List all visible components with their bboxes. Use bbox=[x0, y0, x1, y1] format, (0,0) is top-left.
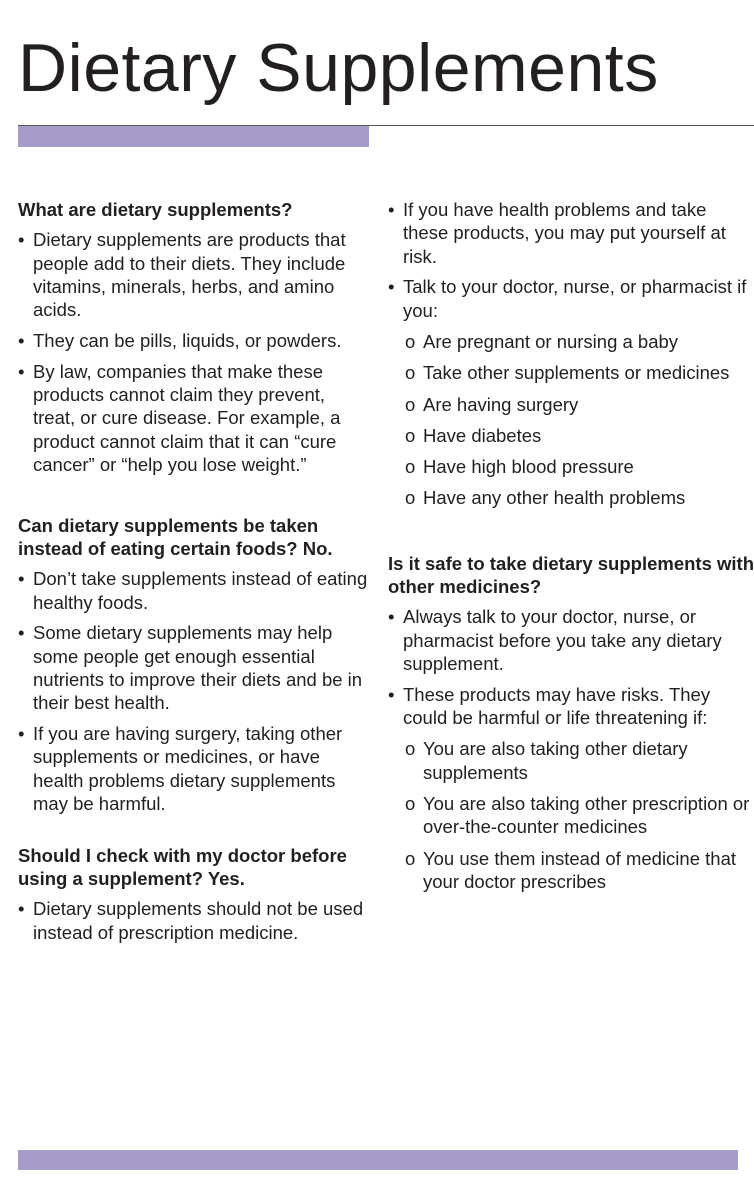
bullet-item: • Some dietary supplements may help some people get enough essential nutrients to improve their diets and be in their best health. bbox=[18, 621, 370, 714]
bullet-item: • If you are having surgery, taking other supplements or medicines, or have health problems dietary supplements may be harmful. bbox=[18, 722, 370, 815]
sub-list bbox=[403, 737, 754, 893]
section-heading: Should I check with my doctor before using a supplement? Yes. bbox=[18, 844, 347, 890]
bullet-text: Talk to your doctor, nurse, or pharmacist if you: bbox=[403, 276, 747, 321]
sub-item: o Have diabetes bbox=[403, 424, 754, 447]
sub-item: o Are pregnant or nursing a baby bbox=[403, 330, 754, 353]
section-heading: Can dietary supplements be taken instead of eating certain foods? No. bbox=[18, 514, 333, 560]
bullet-item: • Don’t take supplements instead of eating healthy foods. bbox=[18, 567, 370, 614]
bullet-item: • Dietary supplements should not be used instead of prescription medicine. bbox=[18, 897, 370, 944]
bullet-item-with-sublist bbox=[388, 275, 754, 509]
page-title: Dietary Supplements bbox=[18, 30, 659, 106]
accent-bar-bottom bbox=[18, 1150, 738, 1170]
sub-item: o Have any other health problems bbox=[403, 486, 754, 509]
bullet-item: • Always talk to your doctor, nurse, or pharmacist before you take any dietary supplement. bbox=[388, 605, 754, 675]
bullet-list bbox=[18, 228, 370, 476]
section-check-with-doctor bbox=[18, 844, 370, 944]
section-instead-of-foods bbox=[18, 514, 370, 816]
bullet-item: • They can be pills, liquids, or powders. bbox=[18, 329, 370, 352]
bullet-text: These products may have risks. They could be harmful or life threatening if: bbox=[403, 683, 711, 729]
sub-item: o You use them instead of medicine that your doctor prescribes bbox=[403, 847, 754, 894]
section-safe-with-medicines bbox=[388, 552, 754, 893]
section-heading: Is it safe to take dietary supplements with other medicines? bbox=[388, 552, 754, 598]
right-column bbox=[388, 198, 754, 901]
left-column bbox=[18, 198, 370, 952]
sub-item: o You are also taking other prescription or over-the-counter medicines bbox=[403, 792, 754, 839]
bullet-item: • If you have health problems and take these products, you may put yourself at risk. bbox=[388, 198, 754, 268]
bullet-list bbox=[18, 567, 370, 815]
bullet-list bbox=[388, 198, 754, 510]
sub-item: o Are having surgery bbox=[403, 393, 754, 416]
accent-bar-top bbox=[18, 126, 369, 147]
sub-item: o You are also taking other dietary supplements bbox=[403, 737, 754, 784]
bullet-item: • By law, companies that make these products cannot claim they prevent, treat, or cure disease. For example, a product cannot claim that it can “cure cancer” or “help you lose weight.” bbox=[18, 360, 370, 476]
sub-list bbox=[403, 330, 754, 510]
bullet-list bbox=[18, 897, 370, 944]
section-what-are-supplements bbox=[18, 198, 370, 476]
sub-item: o Have high blood pressure bbox=[403, 455, 754, 478]
bullet-list bbox=[388, 605, 754, 893]
section-heading: What are dietary supplements? bbox=[18, 199, 293, 220]
bullet-item-with-sublist bbox=[388, 683, 754, 893]
sub-item: o Take other supplements or medicines bbox=[403, 361, 754, 384]
bullet-item: • Dietary supplements are products that people add to their diets. They include vitamins, minerals, herbs, and amino acids. bbox=[18, 228, 370, 321]
